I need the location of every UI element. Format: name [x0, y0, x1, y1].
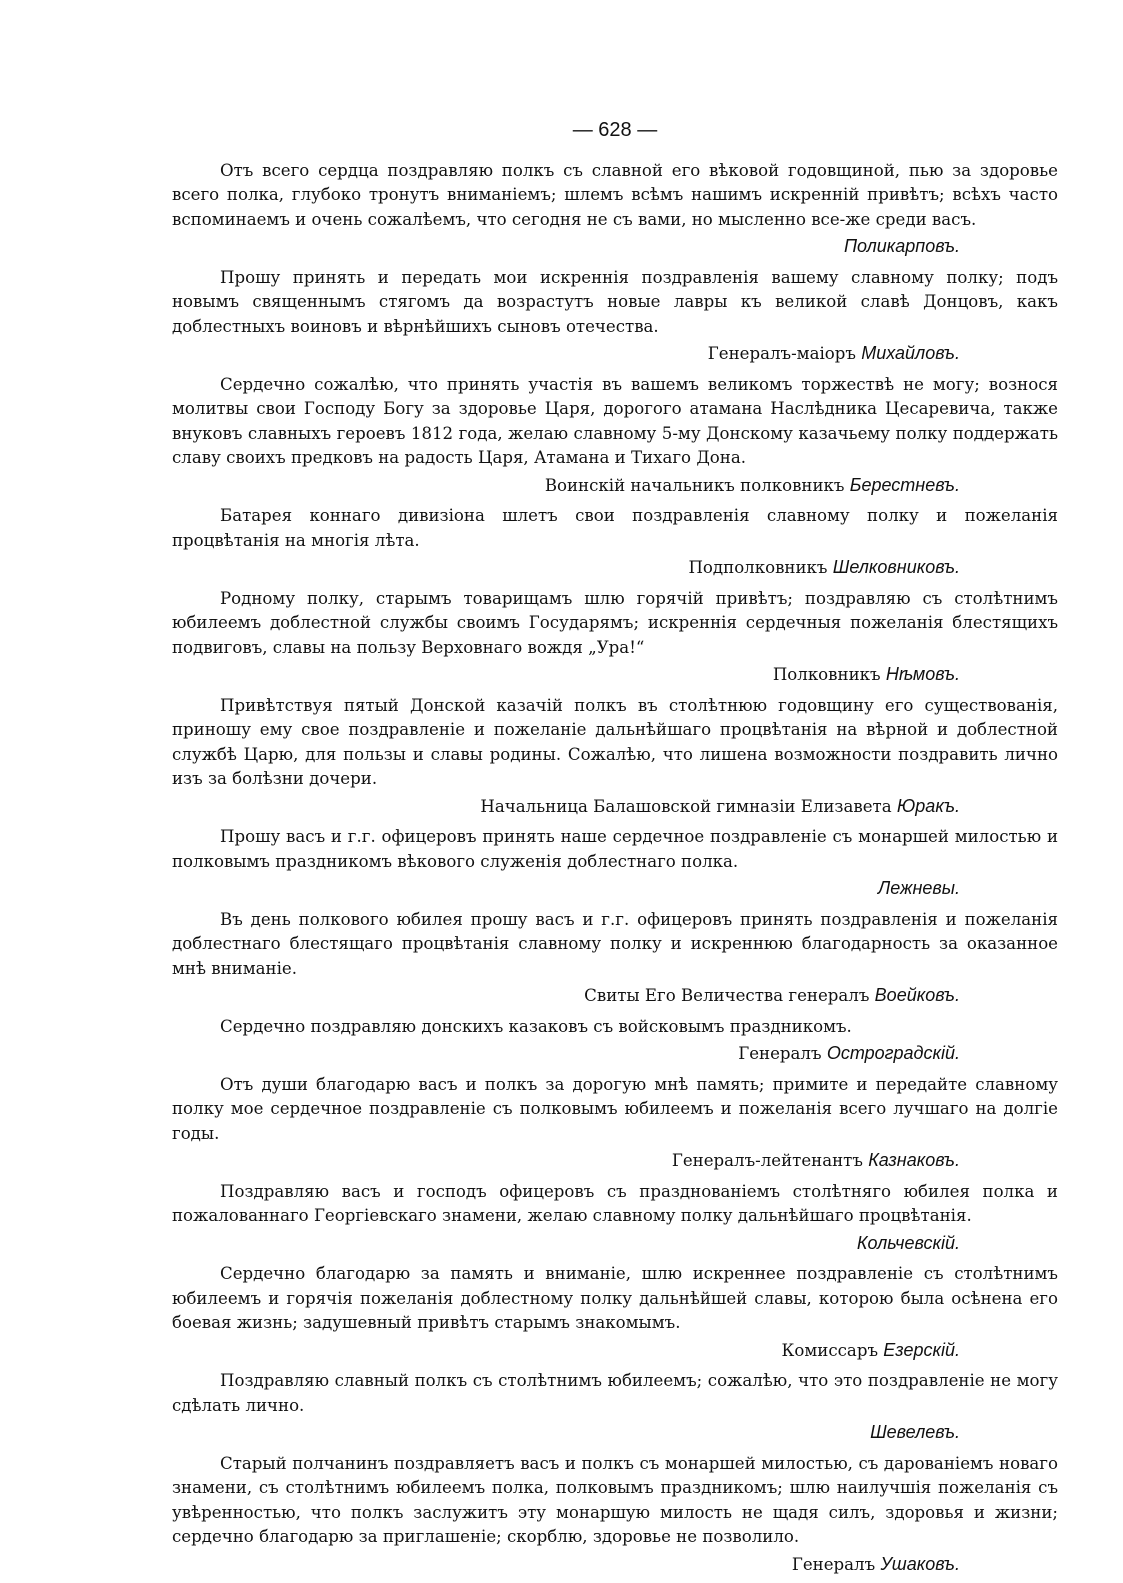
letter-text: Сердечно сожалѣю, что принять участія въ вашемъ великомъ торжествѣ не могу; вознося молитвы свои Господу Богу за здоровье Царя, дорогого атамана Наслѣдника Цесаревича, также внуковъ славныхъ героевъ 1812 года, желаю славному 5-му Донскому казачьему полку поддержать славу своихъ предковъ на радость Царя, Атамана и Тихаго Дона.: [172, 374, 1058, 467]
letters-list: [172, 159, 1058, 1578]
letter-entry: [172, 266, 1058, 367]
letter-entry: [172, 1073, 1058, 1174]
letter-entry: [172, 908, 1058, 1009]
signature-title: Генералъ: [738, 1044, 822, 1063]
signature: [172, 1231, 1058, 1257]
signature: [172, 1148, 1058, 1174]
letter-entry: [172, 1452, 1058, 1578]
letter-text: Старый полчанинъ поздравляетъ васъ и полкъ съ монаршей милостью, съ дарованіемъ новаго знамени, съ столѣтнимъ юбилеемъ полка, полковымъ праздникомъ; шлю наилучшія пожеланія съ увѣренностью, что полкъ заслужитъ эту монаршую милость не щадя силъ, здоровья и жизни; сердечно благодарю за приглашеніе; скорблю, здоровье не позволило.: [172, 1453, 1058, 1546]
signature: [172, 1041, 1058, 1067]
letter-text: Поздравляю васъ и господъ офицеровъ съ празднованіемъ столѣтняго юбилея полка и пожалованнаго Георгіевскаго знамени, желаю славному полку дальнѣйшаго процвѣтанія.: [172, 1181, 1058, 1225]
signature: [172, 983, 1058, 1009]
letter-entry: [172, 825, 1058, 902]
letter-entry: [172, 1015, 1058, 1067]
signature: [172, 1552, 1058, 1578]
signature-name: Казнаковъ.: [868, 1150, 960, 1170]
letter-text: Поздравляю славный полкъ съ столѣтнимъ юбилеемъ; сожалѣю, что это поздравленіе не могу сдѣлать лично.: [172, 1371, 1058, 1415]
signature-name: Юракъ.: [896, 795, 960, 816]
signature-name: Ушаковъ.: [880, 1553, 960, 1574]
signature-name: Поликарповъ.: [843, 236, 960, 256]
letter-entry: [172, 1262, 1058, 1363]
letter-text: Привѣтствуя пятый Донской казачій полкъ въ столѣтнюю годовщину его существованія, приношу ему свое поздравленіе и пожеланіе дальнѣйшаго процвѣтанія на вѣрной и доблестной службѣ Царю, для пользы и славы родины. Сожалѣю, что лишена возможности поздравить лично изъ за болѣзни дочери.: [172, 695, 1058, 788]
letter-text: Батарея коннаго дивизіона шлетъ свои поздравленія славному полку и пожеланія процвѣтанія на многія лѣта.: [172, 506, 1058, 550]
signature: [172, 473, 1058, 499]
letter-entry: [172, 373, 1058, 499]
page: [172, 118, 1058, 1583]
signature: [172, 234, 1058, 260]
letter-entry: [172, 587, 1058, 688]
signature-title: Начальница Балашовской гимназіи Елизавета: [480, 796, 892, 816]
signature-name: Шевелевъ.: [870, 1422, 960, 1442]
signature: [172, 341, 1058, 367]
letter-entry: [172, 159, 1058, 260]
signature-name: Нѣмовъ.: [885, 664, 960, 684]
signature-name: Лежневы.: [877, 878, 960, 898]
signature-name: Езерскій.: [883, 1339, 960, 1360]
signature-title: Генералъ-лейтенантъ: [671, 1151, 863, 1170]
signature: [172, 1338, 1058, 1364]
letter-text: Сердечно благодарю за память и вниманіе, шлю искреннее поздравленіе съ столѣтнимъ юбилеемъ и горячія пожеланія доблестному полку дальнѣйшей славы, которою была осѣнена его боевая жизнь; задушевный привѣтъ старымъ знакомымъ.: [172, 1264, 1058, 1332]
signature-name: Михайловъ.: [861, 343, 960, 363]
signature-name: Кольчевскій.: [856, 1232, 960, 1253]
letter-entry: [172, 1180, 1058, 1257]
signature-title: Свиты Его Величества генералъ: [584, 986, 870, 1005]
signature: [172, 662, 1058, 688]
letter-text: Сердечно поздравляю донскихъ казаковъ съ войсковымъ праздникомъ.: [220, 1016, 852, 1036]
signature-name: Берестневъ.: [849, 474, 960, 495]
signature-name: Остроградскій.: [826, 1043, 960, 1063]
letter-entry: [172, 1369, 1058, 1446]
signature: [172, 876, 1058, 902]
letter-text: Отъ всего сердца поздравляю полкъ съ славной его вѣковой годовщиной, пью за здоровье всего полка, глубоко тронутъ вниманіемъ; шлемъ всѣмъ нашимъ искренній привѣтъ; всѣхъ часто вспоминаемъ и очень сожалѣемъ, что сегодня не съ вами, но мысленно все-же среди васъ.: [172, 160, 1058, 229]
signature: [172, 555, 1058, 581]
signature-title: Подполковникъ: [688, 558, 828, 577]
letter-text: Прошу принять и передать мои искреннія поздравленія вашему славному полку; подъ новымъ священнымъ стягомъ да возрастутъ новые лавры къ великой славѣ Донцовъ, какъ доблестныхъ воиновъ и вѣрнѣйшихъ сыновъ отечества.: [172, 267, 1058, 336]
signature-title: Генералъ: [791, 1554, 876, 1574]
signature-title: Полковникъ: [772, 665, 881, 684]
letter-text: Прошу васъ и г.г. офицеровъ принять наше сердечное поздравленіе съ монаршей милостью и полковымъ праздникомъ вѣкового служенія доблестнаго полка.: [172, 827, 1058, 871]
letter-text: Въ день полкового юбилея прошу васъ и г.г. офицеровъ принять поздравленія и пожеланія доблестнаго блестящаго процвѣтанія славному полку и искреннюю благодарность за оказанное мнѣ вниманіе.: [172, 909, 1058, 978]
letter-entry: [172, 504, 1058, 581]
signature-title: Генералъ-маіоръ: [707, 344, 856, 363]
letter-text: Отъ души благодарю васъ и полкъ за дорогую мнѣ память; примите и передайте славному полку мое сердечное поздравленіе съ полковымъ юбилеемъ и пожеланія всего лучшаго на долгіе годы.: [172, 1074, 1058, 1143]
page-number: — 628 —: [572, 119, 658, 141]
signature-name: Воейковъ.: [874, 985, 960, 1005]
signature-name: Шелковниковъ.: [832, 557, 960, 577]
letter-entry: [172, 694, 1058, 820]
signature: [172, 794, 1058, 820]
signature-title: Воинскій начальникъ полковникъ: [544, 475, 845, 495]
signature: [172, 1420, 1058, 1446]
letter-text: Родному полку, старымъ товарищамъ шлю горячій привѣтъ; поздравляю съ столѣтнимъ юбилеемъ доблестной службы своимъ Государямъ; искреннія сердечныя пожеланія блестящихъ подвиговъ, славы на пользу Верховнаго вождя „Ура!“: [172, 588, 1058, 657]
signature-title: Комиссаръ: [781, 1340, 879, 1360]
